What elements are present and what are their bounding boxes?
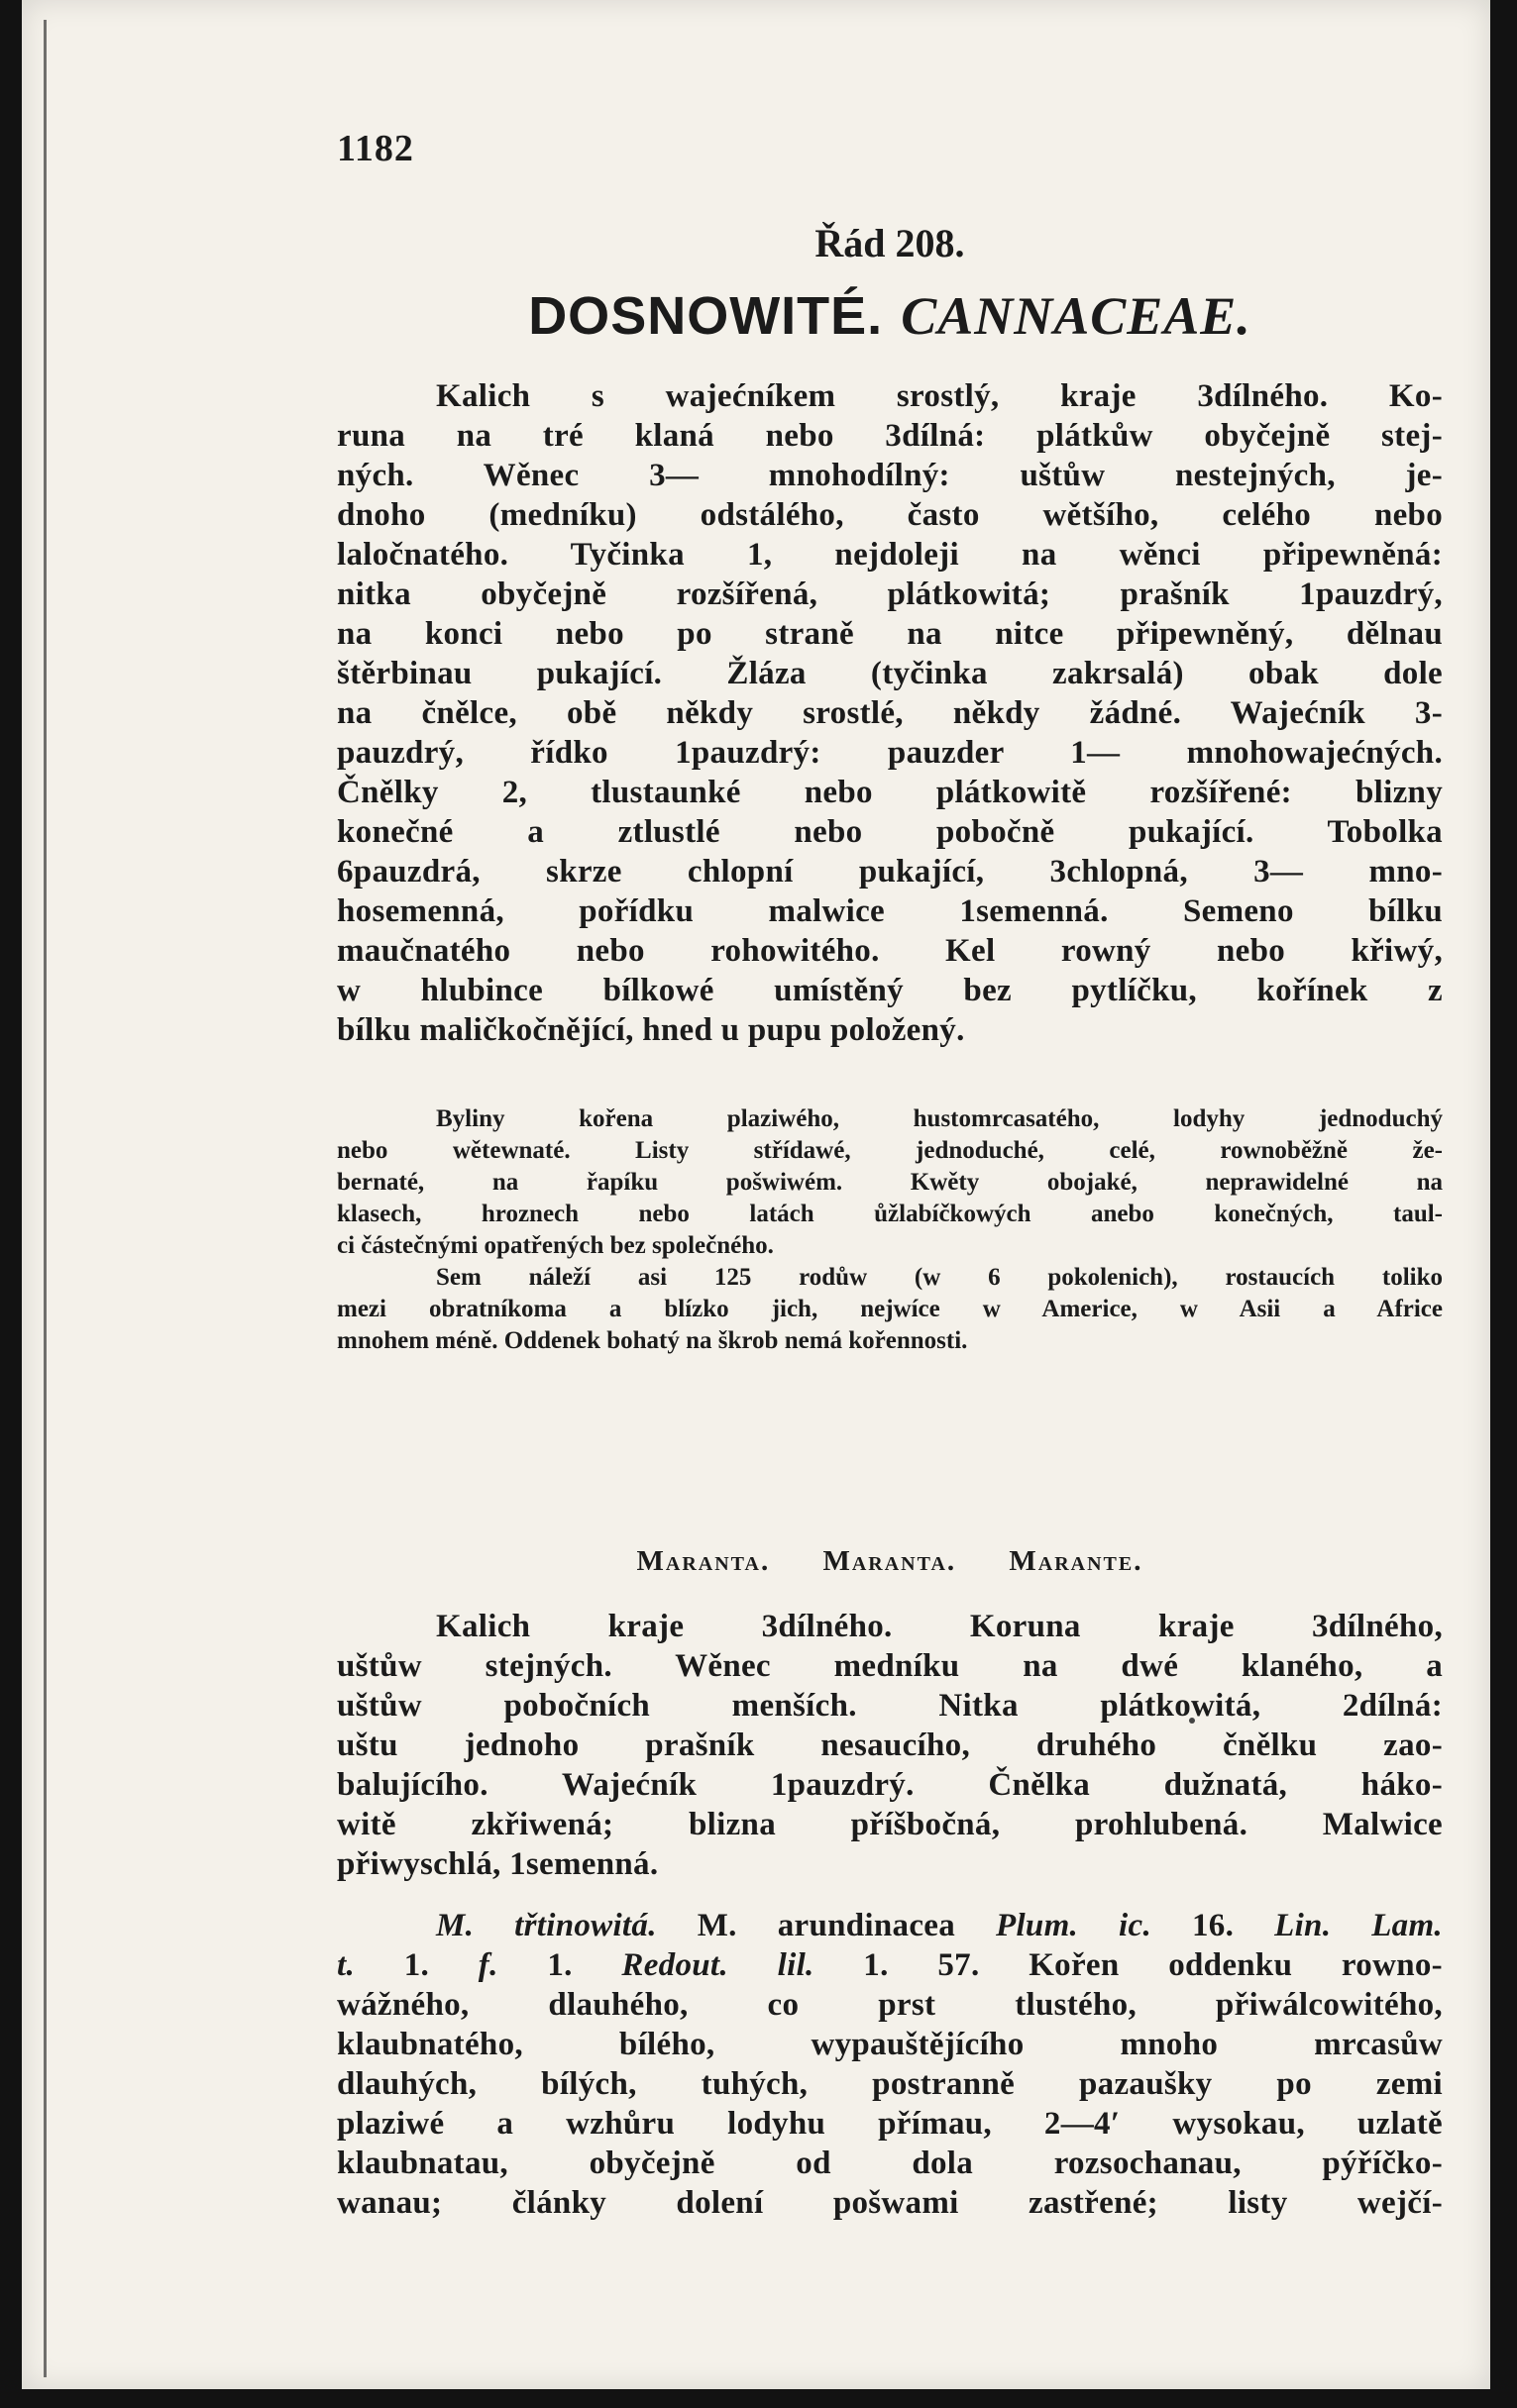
text-line: wanau; články dolení pošwami zastřené; listy wejčí-	[337, 2185, 1443, 2221]
text-line: přiwyschlá, 1semenná.	[337, 1846, 659, 1882]
reference: f.	[478, 1947, 498, 1983]
text-line: plaziwé a wzhůru lodyhu přímau, 2—4′ wysokau, uzlatě	[337, 2106, 1443, 2142]
text-line: runa na tré klaná nebo 3dílná: plátkůw obyčejně stej-	[337, 418, 1443, 454]
species-entry	[337, 1906, 1443, 2223]
genus-heading	[337, 1545, 1443, 1578]
text-fragment: Kořen oddenku rowno-	[1029, 1947, 1443, 1983]
reference: Redout. lil.	[621, 1947, 814, 1983]
reference: Plum. ic.	[995, 1908, 1152, 1943]
family-notes-paragraph-2	[337, 1262, 1443, 1357]
small-text-line: nebo wětewnaté. Listy střídawé, jednoduché, celé, rownoběžně že-	[337, 1137, 1443, 1164]
text-line: uštůw pobočních menších. Nitka plátkowitá, 2dílná:	[337, 1688, 1443, 1724]
text-line: uštůw stejných. Wěnec medníku na dwé klaného, a	[337, 1648, 1443, 1684]
family-notes-paragraph-1	[337, 1103, 1443, 1262]
species-latin-name: M. arundinacea	[697, 1908, 956, 1943]
small-text-line: ci částečnými opatřených bez společného.	[337, 1232, 774, 1259]
reference: Lin. Lam.	[1274, 1908, 1443, 1943]
species-czech-name: M. třtinowitá.	[436, 1908, 657, 1943]
text-line: Kalich s wajećníkem srostlý, kraje 3dílného. Ko-	[436, 378, 1443, 414]
page-number: 1182	[337, 128, 414, 169]
text-line: w hlubince bílkowé umístěný bez pytlíčku, kořínek z	[337, 973, 1443, 1008]
text-line: dnoho (medníku) odstálého, často wětšího, celého nebo	[337, 497, 1443, 533]
text-line: hosemenná, pořídku malwice 1semenná. Semeno bílku	[337, 893, 1443, 929]
genus-name-czech: Maranta.	[822, 1545, 957, 1577]
text-line: klaubnatau, obyčejně od dola rozsochanau, pýříčko-	[337, 2146, 1443, 2181]
text-line: balujícího. Wajećník 1pauzdrý. Čnělka dužnatá, háko-	[337, 1767, 1443, 1803]
reference-number: 16.	[1191, 1908, 1235, 1943]
text-line: na konci nebo po straně na nitce připewněný, dělnau	[337, 616, 1443, 652]
book-page	[22, 0, 1490, 2389]
text-line: 6pauzdrá, skrze chlopní pukající, 3chlopná, 3— mno-	[337, 854, 1443, 890]
small-text-line: bernaté, na řapíku pošwiwém. Kwěty obojaké, neprawidelné na	[337, 1169, 1443, 1196]
text-line: konečné a ztlustlé nebo pobočně pukající. Tobolka	[337, 814, 1443, 850]
small-text-line: Byliny kořena plaziwého, hustomrcasatého, lodyhy jednoduchý	[436, 1105, 1443, 1132]
text-line: wážného, dlauhého, co prst tlustého, přiwálcowitého,	[337, 1987, 1443, 2023]
text-line: nitka obyčejně rozšířená, plátkowitá; prašník 1pauzdrý,	[337, 576, 1443, 612]
text-line: Čnělky 2, tlustaunké nebo plátkowitě rozšířené: blizny	[337, 775, 1443, 810]
text-line: na čnělce, obě někdy srostlé, někdy žádné. Wajećník 3-	[337, 695, 1443, 731]
text-line: bílku maličkočnějící, hned u pupu položený.	[337, 1012, 965, 1048]
genus-name-latin: Maranta.	[636, 1545, 771, 1577]
order-heading: Řád 208.	[814, 221, 965, 265]
text-line: dlauhých, bílých, tuhých, postranně pazaušky po zemi	[337, 2066, 1443, 2102]
genus-name-german: Marante.	[1009, 1545, 1143, 1577]
text-line: Kalich kraje 3dílného. Koruna kraje 3dílného,	[436, 1609, 1443, 1644]
family-latin-name: CANNACEAE.	[901, 286, 1251, 346]
small-text-line: mnohem méně. Oddenek bohatý na škrob nemá kořennosti.	[337, 1327, 968, 1354]
species-heading-line	[337, 1906, 1443, 1945]
small-text-line: klasech, hroznech nebo latách ůžlabíčkowých anebo konečných, taul-	[337, 1201, 1443, 1227]
reference-number: 1. 57.	[863, 1947, 980, 1983]
reference-number: 1.	[547, 1947, 573, 1983]
small-text-line: Sem náleží asi 125 rodůw (w 6 pokolenich), rostaucích toliko	[436, 1264, 1443, 1291]
page-edge-line	[44, 20, 47, 2377]
family-heading	[337, 285, 1443, 347]
text-line: uštu jednoho prašník nesaucího, druhého čnělku zao-	[337, 1727, 1443, 1763]
text-line: maučnatého nebo rohowitého. Kel rowný nebo křiwý,	[337, 933, 1443, 969]
text-line: klaubnatého, bílého, wypauštějícího mnoho mrcasůw	[337, 2027, 1443, 2062]
text-line: witě zkřiwená; blizna příšbočná, prohlubená. Malwice	[337, 1807, 1443, 1842]
text-line: laločnatého. Tyčinka 1, nejdoleji na wěnci připewněná:	[337, 537, 1443, 573]
family-description	[337, 376, 1443, 1050]
genus-description	[337, 1607, 1443, 1884]
small-text-line: mezi obratníkoma a blízko jich, nejwíce w Americe, w Asii a Africe	[337, 1296, 1443, 1322]
family-czech-name: DOSNOWITÉ.	[528, 286, 884, 346]
species-reference-line	[337, 1945, 1443, 1985]
reference-number: 1.	[403, 1947, 430, 1983]
reference: t.	[337, 1947, 356, 1983]
text-line: štěrbinau pukající. Žláza (tyčinka zakrsalá) obak dole	[337, 656, 1443, 691]
text-line: ných. Wěnec 3— mnohodílný: uštůw nestejných, je-	[337, 458, 1443, 493]
text-line: pauzdrý, řídko 1pauzdrý: pauzder 1— mnohowajećných.	[337, 735, 1443, 771]
